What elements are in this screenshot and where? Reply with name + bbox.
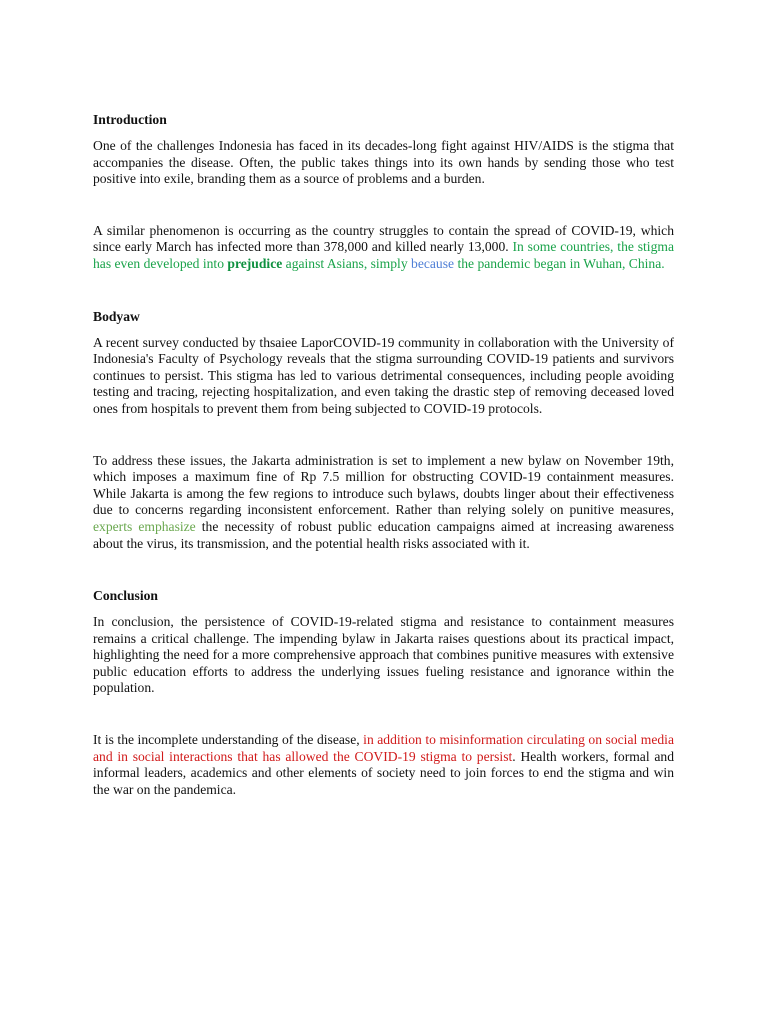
- conclusion-paragraph-1: In conclusion, the persistence of COVID-19-related stigma and resistance to containment measures remains a critical challenge. The impending bylaw in Jakarta raises questions about its practical impact, highlighting the need for a more comprehensive approach that combines punitive measures with extensive public education efforts to address the underlying issues fueling resistance and ignorance within the population.: [93, 614, 674, 696]
- body-p2-olive-text: experts emphasize: [93, 518, 196, 534]
- body-paragraph-1: A recent survey conducted by thsaiee LaporCOVID-19 community in collaboration with the University of Indonesia's Faculty of Psychology reveals that the stigma surrounding COVID-19 patients and survivors continues to persist. This stigma has led to various detrimental consequences, including people avoiding testing and tracing, rejecting hospitalization, and even taking the drastic step of removing deceased loved ones from hospitals to prevent them from being subjected to COVID-19 protocols.: [93, 334, 674, 416]
- intro-p2-green-text-a: In some countries, the stigma has even developed into: [93, 239, 674, 271]
- intro-p2-bold-text: prejudice: [227, 255, 283, 271]
- introduction-paragraph-1: One of the challenges Indonesia has faced in its decades-long fight against HIV/AIDS is the stigma that accompanies the disease. Often, the public takes things into its own hands by sending those who test positive into exile, branding them as a source of problems and a burden.: [93, 138, 674, 187]
- conclusion-p2-text-a: It is the incomplete understanding of the disease,: [93, 732, 364, 748]
- body-p2-text-b: the necessity of robust public education campaigns aimed at increasing awareness about the virus, its transmission, and the potential health risks associated with it.: [93, 518, 674, 551]
- conclusion-p2-red-text: in addition to misinformation circulating on social media and in social interactions that has allowed the COVID-19 stigma to persist: [93, 732, 674, 764]
- intro-p2-green-text-c: the pandemic began in Wuhan, China.: [454, 255, 665, 271]
- body-heading: Bodyaw: [93, 308, 140, 324]
- introduction-heading: Introduction: [93, 112, 167, 127]
- conclusion-paragraph-2: [93, 732, 674, 798]
- intro-p2-plain-text: A similar phenomenon is occurring as the country struggles to contain the spread of COVID-19, which since early March has infected more than 378,000 and killed nearly 13,000.: [93, 222, 674, 255]
- document-page: [93, 112, 674, 798]
- body-paragraph-2: [93, 453, 674, 553]
- body-p2-text-a: To address these issues, the Jakarta administration is set to implement a new bylaw on November 19th, which imposes a maximum fine of Rp 7.5 million for obstructing COVID-19 containment measures. While Jakarta is among the few regions to introduce such bylaws, doubts linger about their effectiveness due to concerns regarding inconsistent enforcement. Rather than relying solely on punitive measures,: [93, 452, 674, 518]
- intro-p2-blue-text: because: [411, 255, 455, 271]
- intro-p2-green-text-b: against Asians, simply: [282, 255, 412, 271]
- introduction-paragraph-2: [93, 223, 674, 273]
- conclusion-p2-text-b: . Health workers, formal and informal leaders, academics and other elements of society need to join forces to end the stigma and win the war on the pandemica.: [93, 748, 674, 797]
- conclusion-heading: Conclusion: [93, 588, 158, 604]
